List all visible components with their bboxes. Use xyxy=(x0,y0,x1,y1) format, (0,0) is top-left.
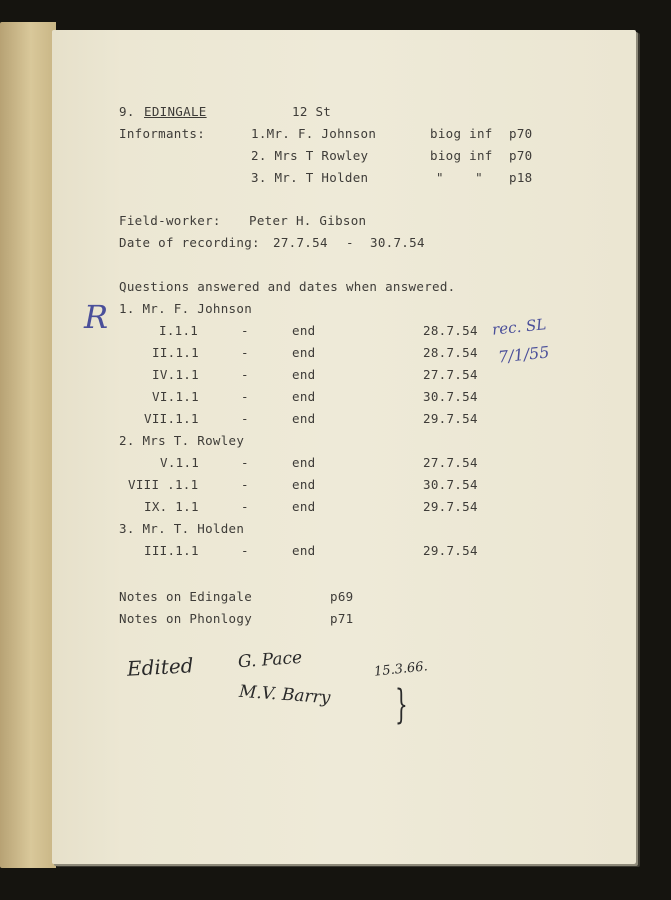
notes-page: p69 xyxy=(330,589,354,604)
book-ref: IV.1.1 xyxy=(152,367,199,382)
row-dash: - xyxy=(241,323,249,338)
brace-glyph: } xyxy=(395,682,408,728)
informant-page: p70 xyxy=(509,148,533,163)
row-date: 27.7.54 xyxy=(423,367,478,382)
book-ref: I.1.1 xyxy=(159,323,199,338)
row-end: end xyxy=(292,367,316,382)
rec-note: rec. SL xyxy=(491,315,548,339)
place-number: 9. xyxy=(119,104,135,119)
informant-info: biog inf xyxy=(430,126,493,141)
row-end: end xyxy=(292,323,316,338)
row-dash: - xyxy=(241,499,249,514)
informants-label: Informants: xyxy=(119,126,206,141)
row-end: end xyxy=(292,499,316,514)
row-date: 30.7.54 xyxy=(423,389,478,404)
book-binding xyxy=(0,22,56,868)
row-dash: - xyxy=(241,389,249,404)
questions-title: Questions answered and dates when answered. xyxy=(119,279,456,294)
row-dash: - xyxy=(241,367,249,382)
book-ref: III.1.1 xyxy=(144,543,199,558)
row-date: 29.7.54 xyxy=(423,411,478,426)
place-code: 12 St xyxy=(292,104,332,119)
edited-label: Edited xyxy=(126,653,195,681)
section-title: 3. Mr. T. Holden xyxy=(119,521,245,536)
recording-end: 30.7.54 xyxy=(370,235,425,250)
row-date: 27.7.54 xyxy=(423,455,478,470)
row-dash: - xyxy=(241,543,249,558)
editor-name: G. Pace xyxy=(237,647,303,673)
informant-info: biog inf xyxy=(430,148,493,163)
place-name: EDINGALE xyxy=(144,104,207,119)
fieldworker-label: Field-worker: xyxy=(119,213,221,228)
row-date: 29.7.54 xyxy=(423,543,478,558)
section-title: 1. Mr. F. Johnson xyxy=(119,301,253,316)
notes-page: p71 xyxy=(330,611,354,626)
recording-dash: - xyxy=(346,235,354,250)
row-date: 30.7.54 xyxy=(423,477,478,492)
row-end: end xyxy=(292,543,316,558)
row-date: 28.7.54 xyxy=(423,345,478,360)
editor-name: M.V. Barry xyxy=(238,681,332,709)
row-end: end xyxy=(292,455,316,470)
row-end: end xyxy=(292,345,316,360)
section-title: 2. Mrs T. Rowley xyxy=(119,433,245,448)
book-ref: IX. 1.1 xyxy=(144,499,199,514)
informant-info: " " xyxy=(436,170,483,185)
book-ref: VIII .1.1 xyxy=(128,477,199,492)
row-end: end xyxy=(292,389,316,404)
fieldworker-name: Peter H. Gibson xyxy=(249,213,367,228)
book-ref: VII.1.1 xyxy=(144,411,199,426)
informant-page: p70 xyxy=(509,126,533,141)
recording-start: 27.7.54 xyxy=(273,235,328,250)
row-dash: - xyxy=(241,345,249,360)
row-dash: - xyxy=(241,411,249,426)
notes-label: Notes on Edingale xyxy=(119,589,253,604)
edited-date: 15.3.66. xyxy=(373,659,429,680)
document-page xyxy=(52,30,636,864)
informant-name: 1.Mr. F. Johnson xyxy=(251,126,377,141)
row-dash: - xyxy=(241,455,249,470)
row-date: 28.7.54 xyxy=(423,323,478,338)
book-ref: V.1.1 xyxy=(160,455,200,470)
rec-date: 7/1/55 xyxy=(497,342,551,367)
informant-name: 3. Mr. T Holden xyxy=(251,170,369,185)
informant-page: p18 xyxy=(509,170,533,185)
book-ref: VI.1.1 xyxy=(152,389,199,404)
book-ref: II.1.1 xyxy=(152,345,199,360)
margin-mark-r: R xyxy=(84,298,109,336)
row-end: end xyxy=(292,477,316,492)
row-date: 29.7.54 xyxy=(423,499,478,514)
informant-name: 2. Mrs T Rowley xyxy=(251,148,369,163)
row-dash: - xyxy=(241,477,249,492)
notes-label: Notes on Phonlogy xyxy=(119,611,253,626)
row-end: end xyxy=(292,411,316,426)
recording-label: Date of recording: xyxy=(119,235,260,250)
